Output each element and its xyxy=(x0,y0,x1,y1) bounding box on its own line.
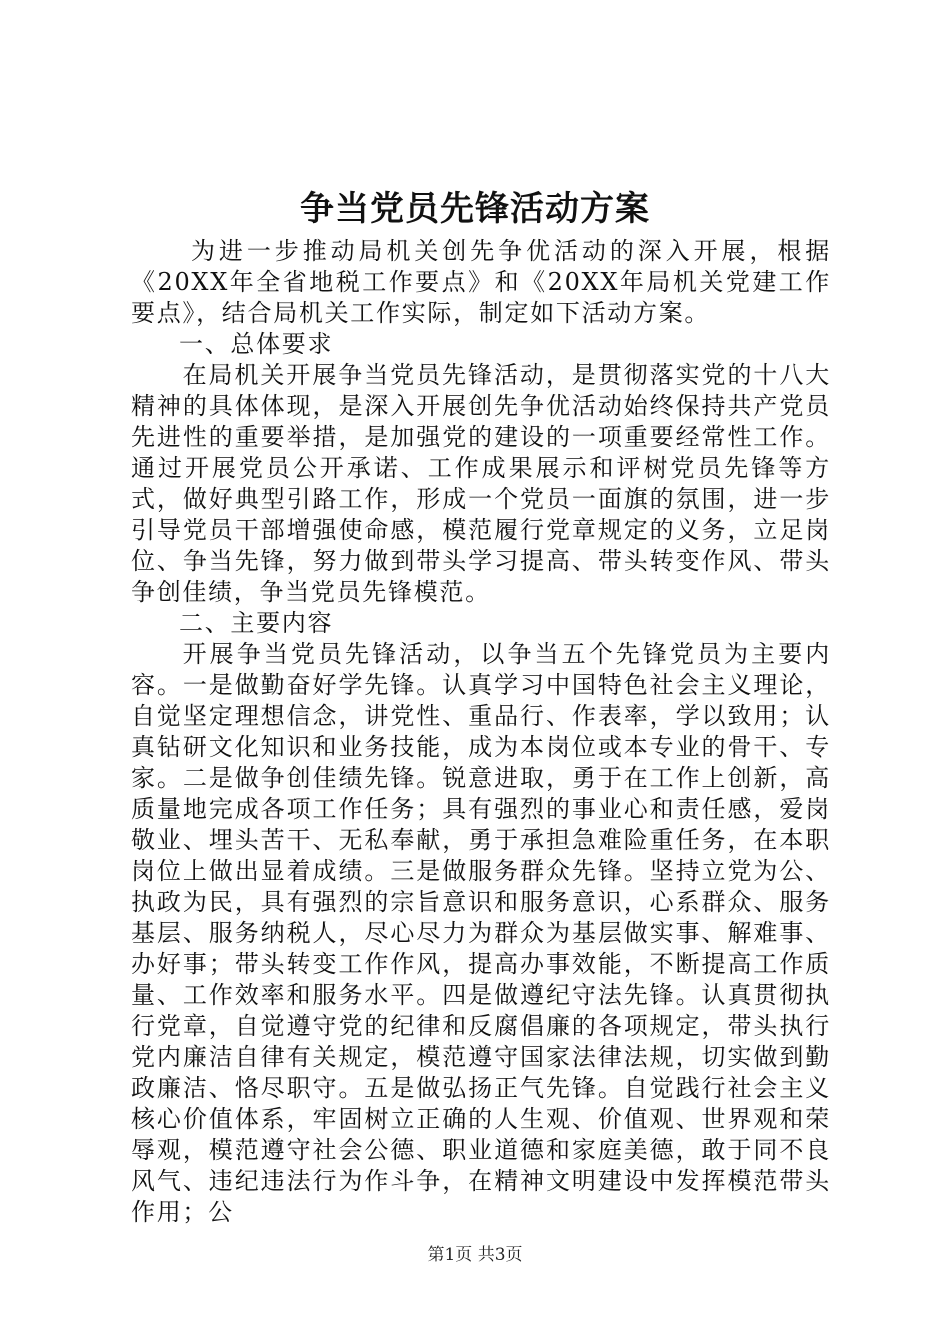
section-heading-general-requirements: 一、总体要求 xyxy=(179,330,334,358)
document-body xyxy=(131,236,831,1228)
section-paragraph-main-content: 开展争当党员先锋活动，以争当五个先锋党员为主要内容。一是做勤奋好学先锋。认真学习中国特色社会主义理论，自觉坚定理想信念，讲党性、重品行、作表率，学以致用；认真钻研文化知识和业务技能，成为本岗位或本专业的骨干、专家。二是做争创佳绩先锋。锐意进取，勇于在工作上创新，高质量地完成各项工作任务；具有强烈的事业心和责任感，爱岗敬业、埋头苦干、无私奉献，勇于承担急难险重任务，在本职岗位上做出显着成绩。三是做服务群众先锋。坚持立党为公、执政为民，具有强烈的宗旨意识和服务意识，心系群众、服务基层、服务纳税人，尽心尽力为群众为基层做实事、解难事、办好事；带头转变工作作风，提高办事效能，不断提高工作质量、工作效率和服务水平。四是做遵纪守法先锋。认真贯彻执行党章，自觉遵守党的纪律和反腐倡廉的各项规定，带头执行党内廉洁自律有关规定，模范遵守国家法律法规，切实做到勤政廉洁、恪尽职守。五是做弘扬正气先锋。自觉践行社会主义核心价值体系，牢固树立正确的人生观、价值观、世界观和荣辱观，模范遵守社会公德、职业道德和家庭美德，敢于同不良风气、违纪违法行为作斗争，在精神文明建设中发挥模范带头作用；公 xyxy=(131,640,831,1226)
section-paragraph-general-requirements: 在局机关开展争当党员先锋活动，是贯彻落实党的十八大精神的具体体现，是深入开展创先争优活动始终保持共产党员先进性的重要举措，是加强党的建设的一项重要经常性工作。通过开展党员公开承诺、工作成果展示和评树党员先锋等方式，做好典型引路工作，形成一个党员一面旗的氛围，进一步引导党员干部增强使命感，模范履行党章规定的义务，立足岗位、争当先锋，努力做到带头学习提高、带头转变作风、带头争创佳绩，争当党员先锋模范。 xyxy=(131,361,831,606)
section-heading-main-content: 二、主要内容 xyxy=(179,609,334,637)
document-title: 争当党员先锋活动方案 xyxy=(300,189,650,229)
page-footer: 第1页 共3页 xyxy=(427,1245,523,1265)
intro-paragraph: 为进一步推动局机关创先争优活动的深入开展，根据《20XX年全省地税工作要点》和《20XX年局机关党建工作要点》，结合局机关工作实际，制定如下活动方案。 xyxy=(131,237,831,327)
